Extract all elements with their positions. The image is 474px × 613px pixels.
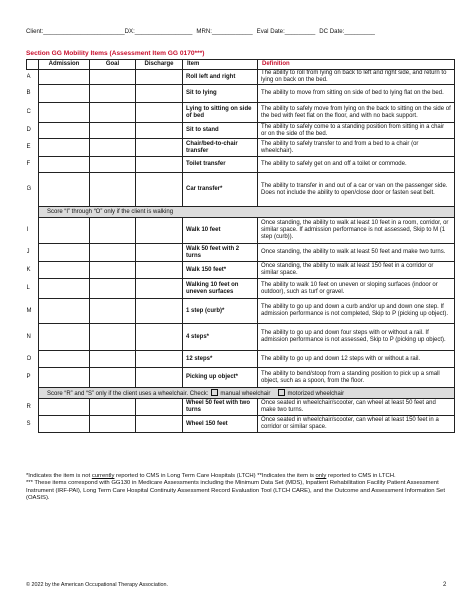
goal-score-cell[interactable] [90, 399, 136, 416]
table-row [27, 85, 455, 103]
item-label: Chair/bed-to-chair transfer [183, 139, 258, 157]
item-label: Walking 10 feet on uneven surfaces [183, 279, 258, 299]
item-label: Lying to sitting on side of bed [183, 103, 258, 123]
goal-score-cell[interactable] [90, 299, 136, 324]
row-letter: N [26, 333, 31, 340]
discharge-score-cell[interactable] [136, 299, 183, 324]
item-label: 12 steps* [183, 351, 258, 368]
admission-score-cell[interactable] [39, 279, 90, 299]
admission-score-cell[interactable] [39, 368, 90, 388]
goal-score-cell[interactable] [90, 416, 136, 433]
row-letter: D [26, 127, 31, 133]
copyright: © 2022 by the American Occupational Therapy Association. [26, 582, 169, 588]
table-row [27, 139, 455, 157]
discharge-score-cell[interactable] [136, 85, 183, 103]
discharge-score-cell[interactable] [136, 157, 183, 173]
item-definition: Once seated in wheelchair/scooter, can wheel at least 150 feet in a corridor or similar space. [258, 416, 455, 433]
item-label: Picking up object* [183, 368, 258, 388]
goal-score-cell[interactable] [90, 70, 136, 85]
item-definition: Once seated in wheelchair/scooter, can wheel at least 50 feet and make two turns. [258, 399, 455, 416]
item-definition: The ability to safely move from lying on the back to sitting on the side of the bed with feet flat on the floor, and with no back support. [258, 103, 455, 123]
item-label: Walk 10 feet [183, 218, 258, 244]
row-letter: J [26, 249, 30, 255]
mrn-field[interactable]: MRN:____________ [196, 28, 253, 35]
discharge-score-cell[interactable] [136, 351, 183, 368]
footnote-gg130: *** These items correspond with GG130 in Medicare Assessments including the Minimum Data Set (MDS), Inpatient Rehabilitation Facility Patient Assessment Instrument (IRF-PAI), Long Term Care Hospital Continuity Assessment Record Evaluation Tool (LTCH CARE), and the Outcome and Assessment Information Set (OASIS). [26, 480, 445, 502]
table-row [27, 416, 455, 433]
discharge-score-cell[interactable] [136, 70, 183, 85]
manual-wheelchair-checkbox[interactable] [211, 389, 218, 396]
row-letter: R [26, 403, 31, 410]
item-definition: The ability to safely come to a standing position from sitting in a chair or on the side of the bed. [258, 123, 455, 139]
discharge-score-cell[interactable] [136, 173, 183, 207]
discharge-score-cell[interactable] [136, 416, 183, 433]
admission-score-cell[interactable] [39, 299, 90, 324]
goal-score-cell[interactable] [90, 279, 136, 299]
discharge-score-cell[interactable] [136, 279, 183, 299]
table-row [27, 324, 455, 351]
row-letter: F [26, 161, 31, 167]
table-row [27, 218, 455, 244]
discharge-score-cell[interactable] [136, 103, 183, 123]
discharge-score-cell[interactable] [136, 324, 183, 351]
item-definition: The ability to safely get on and off a toilet or commode. [258, 157, 455, 173]
section-title: Section GG Mobility Items (Assessment Item GG 0170***) [26, 50, 205, 57]
admission-score-cell[interactable] [39, 173, 90, 207]
discharge-score-cell[interactable] [136, 262, 183, 279]
admission-score-cell[interactable] [39, 218, 90, 244]
table-row [27, 103, 455, 123]
admission-score-cell[interactable] [39, 399, 90, 416]
dx-field[interactable]: DX:_________________ [124, 28, 193, 35]
table-row [27, 173, 455, 207]
goal-score-cell[interactable] [90, 324, 136, 351]
goal-score-cell[interactable] [90, 262, 136, 279]
goal-score-cell[interactable] [90, 244, 136, 262]
col-goal: Goal [90, 60, 136, 70]
item-definition: The ability to bend/stoop from a standing position to pick up a small object, such as a spoon, from the floor. [258, 368, 455, 388]
discharge-score-cell[interactable] [136, 399, 183, 416]
item-definition: Once standing, the ability to walk at least 10 feet in a room, corridor, or similar space. If admission performance is not assessed, Skip to M (1 step (curb)). [258, 218, 455, 244]
footnote-ltch: *Indicates the item is not currently reported to CMS in Long Term Care Hospitals (LTCH) **Indicates the item is only reported to CMS in LTCH. [26, 473, 396, 479]
admission-score-cell[interactable] [39, 324, 90, 351]
item-definition: The ability to transfer in and out of a car or van on the passenger side. Does not include the ability to open/close door or fasten seat belt. [258, 173, 455, 207]
discharge-score-cell[interactable] [136, 218, 183, 244]
item-label: Car transfer* [183, 173, 258, 207]
admission-score-cell[interactable] [39, 351, 90, 368]
item-definition: The ability to walk 10 feet on uneven or sloping surfaces (indoor or outdoor), such as turf or gravel. [258, 279, 455, 299]
row-letter: K [26, 266, 31, 273]
admission-score-cell[interactable] [39, 139, 90, 157]
goal-score-cell[interactable] [90, 157, 136, 173]
header-fields [26, 28, 450, 35]
goal-score-cell[interactable] [90, 103, 136, 123]
discharge-score-cell[interactable] [136, 368, 183, 388]
goal-score-cell[interactable] [90, 173, 136, 207]
goal-score-cell[interactable] [90, 368, 136, 388]
table-row [27, 157, 455, 173]
item-definition: The ability to go up and down four steps with or without a rail. If admission performance is not assessed, Skip to P (picking up object). [258, 324, 455, 351]
row-letter: P [26, 374, 31, 380]
row-letter: A [26, 73, 31, 80]
goal-score-cell[interactable] [90, 123, 136, 139]
col-discharge: Discharge [136, 60, 183, 70]
mobility-table [26, 59, 455, 433]
row-letter: B [26, 90, 31, 96]
table-row [27, 123, 455, 139]
admission-score-cell[interactable] [39, 123, 90, 139]
page-number: 2 [443, 582, 447, 588]
table-row [27, 244, 455, 262]
admission-score-cell[interactable] [39, 157, 90, 173]
wheelchair-note-row [27, 388, 455, 399]
table-row [27, 368, 455, 388]
row-letter: G [26, 186, 32, 192]
table-row [27, 70, 455, 85]
item-label: Toilet transfer [183, 157, 258, 173]
walking-note-row [27, 207, 455, 218]
walking-note: Score “I” through “O” only if the client is walking [47, 208, 174, 215]
col-definition: Definition [258, 60, 455, 70]
eval-date-field[interactable]: Eval Date:_________ [256, 28, 316, 35]
goal-score-cell[interactable] [90, 351, 136, 368]
item-label: Wheel 150 feet [183, 416, 258, 433]
item-label: 4 steps* [183, 324, 258, 351]
admission-score-cell[interactable] [39, 103, 90, 123]
col-admission: Admission [39, 60, 90, 70]
item-label: Wheel 50 feet with two turns [183, 399, 258, 416]
row-letter: L [26, 285, 30, 291]
col-item: Item [183, 60, 258, 70]
item-label: 1 step (curb)* [183, 299, 258, 324]
motorized-wheelchair-label: motorized wheelchair [287, 390, 345, 397]
item-label: Sit to stand [183, 123, 258, 139]
item-definition: The ability to roll from lying on back to left and right side, and return to lying on back on the bed. [258, 70, 455, 85]
discharge-score-cell[interactable] [136, 139, 183, 157]
goal-score-cell[interactable] [90, 139, 136, 157]
admission-score-cell[interactable] [39, 416, 90, 433]
row-letter: C [26, 109, 31, 115]
wheelchair-note: Score “R” and “S” only if the client uses a wheelchair. Check: [47, 390, 209, 397]
table-row [27, 399, 455, 416]
client-field[interactable]: Client:________________________ [26, 28, 125, 35]
dc-date-field[interactable]: DC Date:_________ [319, 28, 375, 35]
item-label: Walk 50 feet with 2 turns [183, 244, 258, 262]
item-definition: The ability to go up and down a curb and/or up and down one step. If admission performance is not completed, Skip to P (picking up object). [258, 299, 455, 324]
admission-score-cell[interactable] [39, 244, 90, 262]
item-label: Sit to lying [183, 85, 258, 103]
table-row [27, 351, 455, 368]
discharge-score-cell[interactable] [136, 123, 183, 139]
row-letter: E [26, 144, 31, 150]
row-letter: O [26, 355, 32, 362]
admission-score-cell[interactable] [39, 85, 90, 103]
table-row [27, 279, 455, 299]
goal-score-cell[interactable] [90, 85, 136, 103]
discharge-score-cell[interactable] [136, 244, 183, 262]
goal-score-cell[interactable] [90, 218, 136, 244]
row-letter: I [26, 227, 29, 233]
table-row [27, 262, 455, 279]
table-header-row [27, 60, 455, 70]
item-label: Roll left and right [183, 70, 258, 85]
manual-wheelchair-label: manual wheelchair [220, 390, 271, 397]
row-letter: M [26, 307, 32, 314]
item-definition: The ability to move from sitting on side of bed to lying flat on the bed. [258, 85, 455, 103]
row-letter: S [26, 420, 31, 427]
item-definition: The ability to go up and down 12 steps with or without a rail. [258, 351, 455, 368]
item-label: Walk 150 feet* [183, 262, 258, 279]
motorized-wheelchair-checkbox[interactable] [278, 389, 285, 396]
item-definition: Once standing, the ability to walk at least 150 feet in a corridor or similar space. [258, 262, 455, 279]
admission-score-cell[interactable] [39, 70, 90, 85]
table-row [27, 299, 455, 324]
item-definition: The ability to safely transfer to and from a bed to a chair (or wheelchair). [258, 139, 455, 157]
item-definition: Once standing, the ability to walk at least 50 feet and make two turns. [258, 244, 455, 262]
footnotes [26, 473, 454, 503]
admission-score-cell[interactable] [39, 262, 90, 279]
